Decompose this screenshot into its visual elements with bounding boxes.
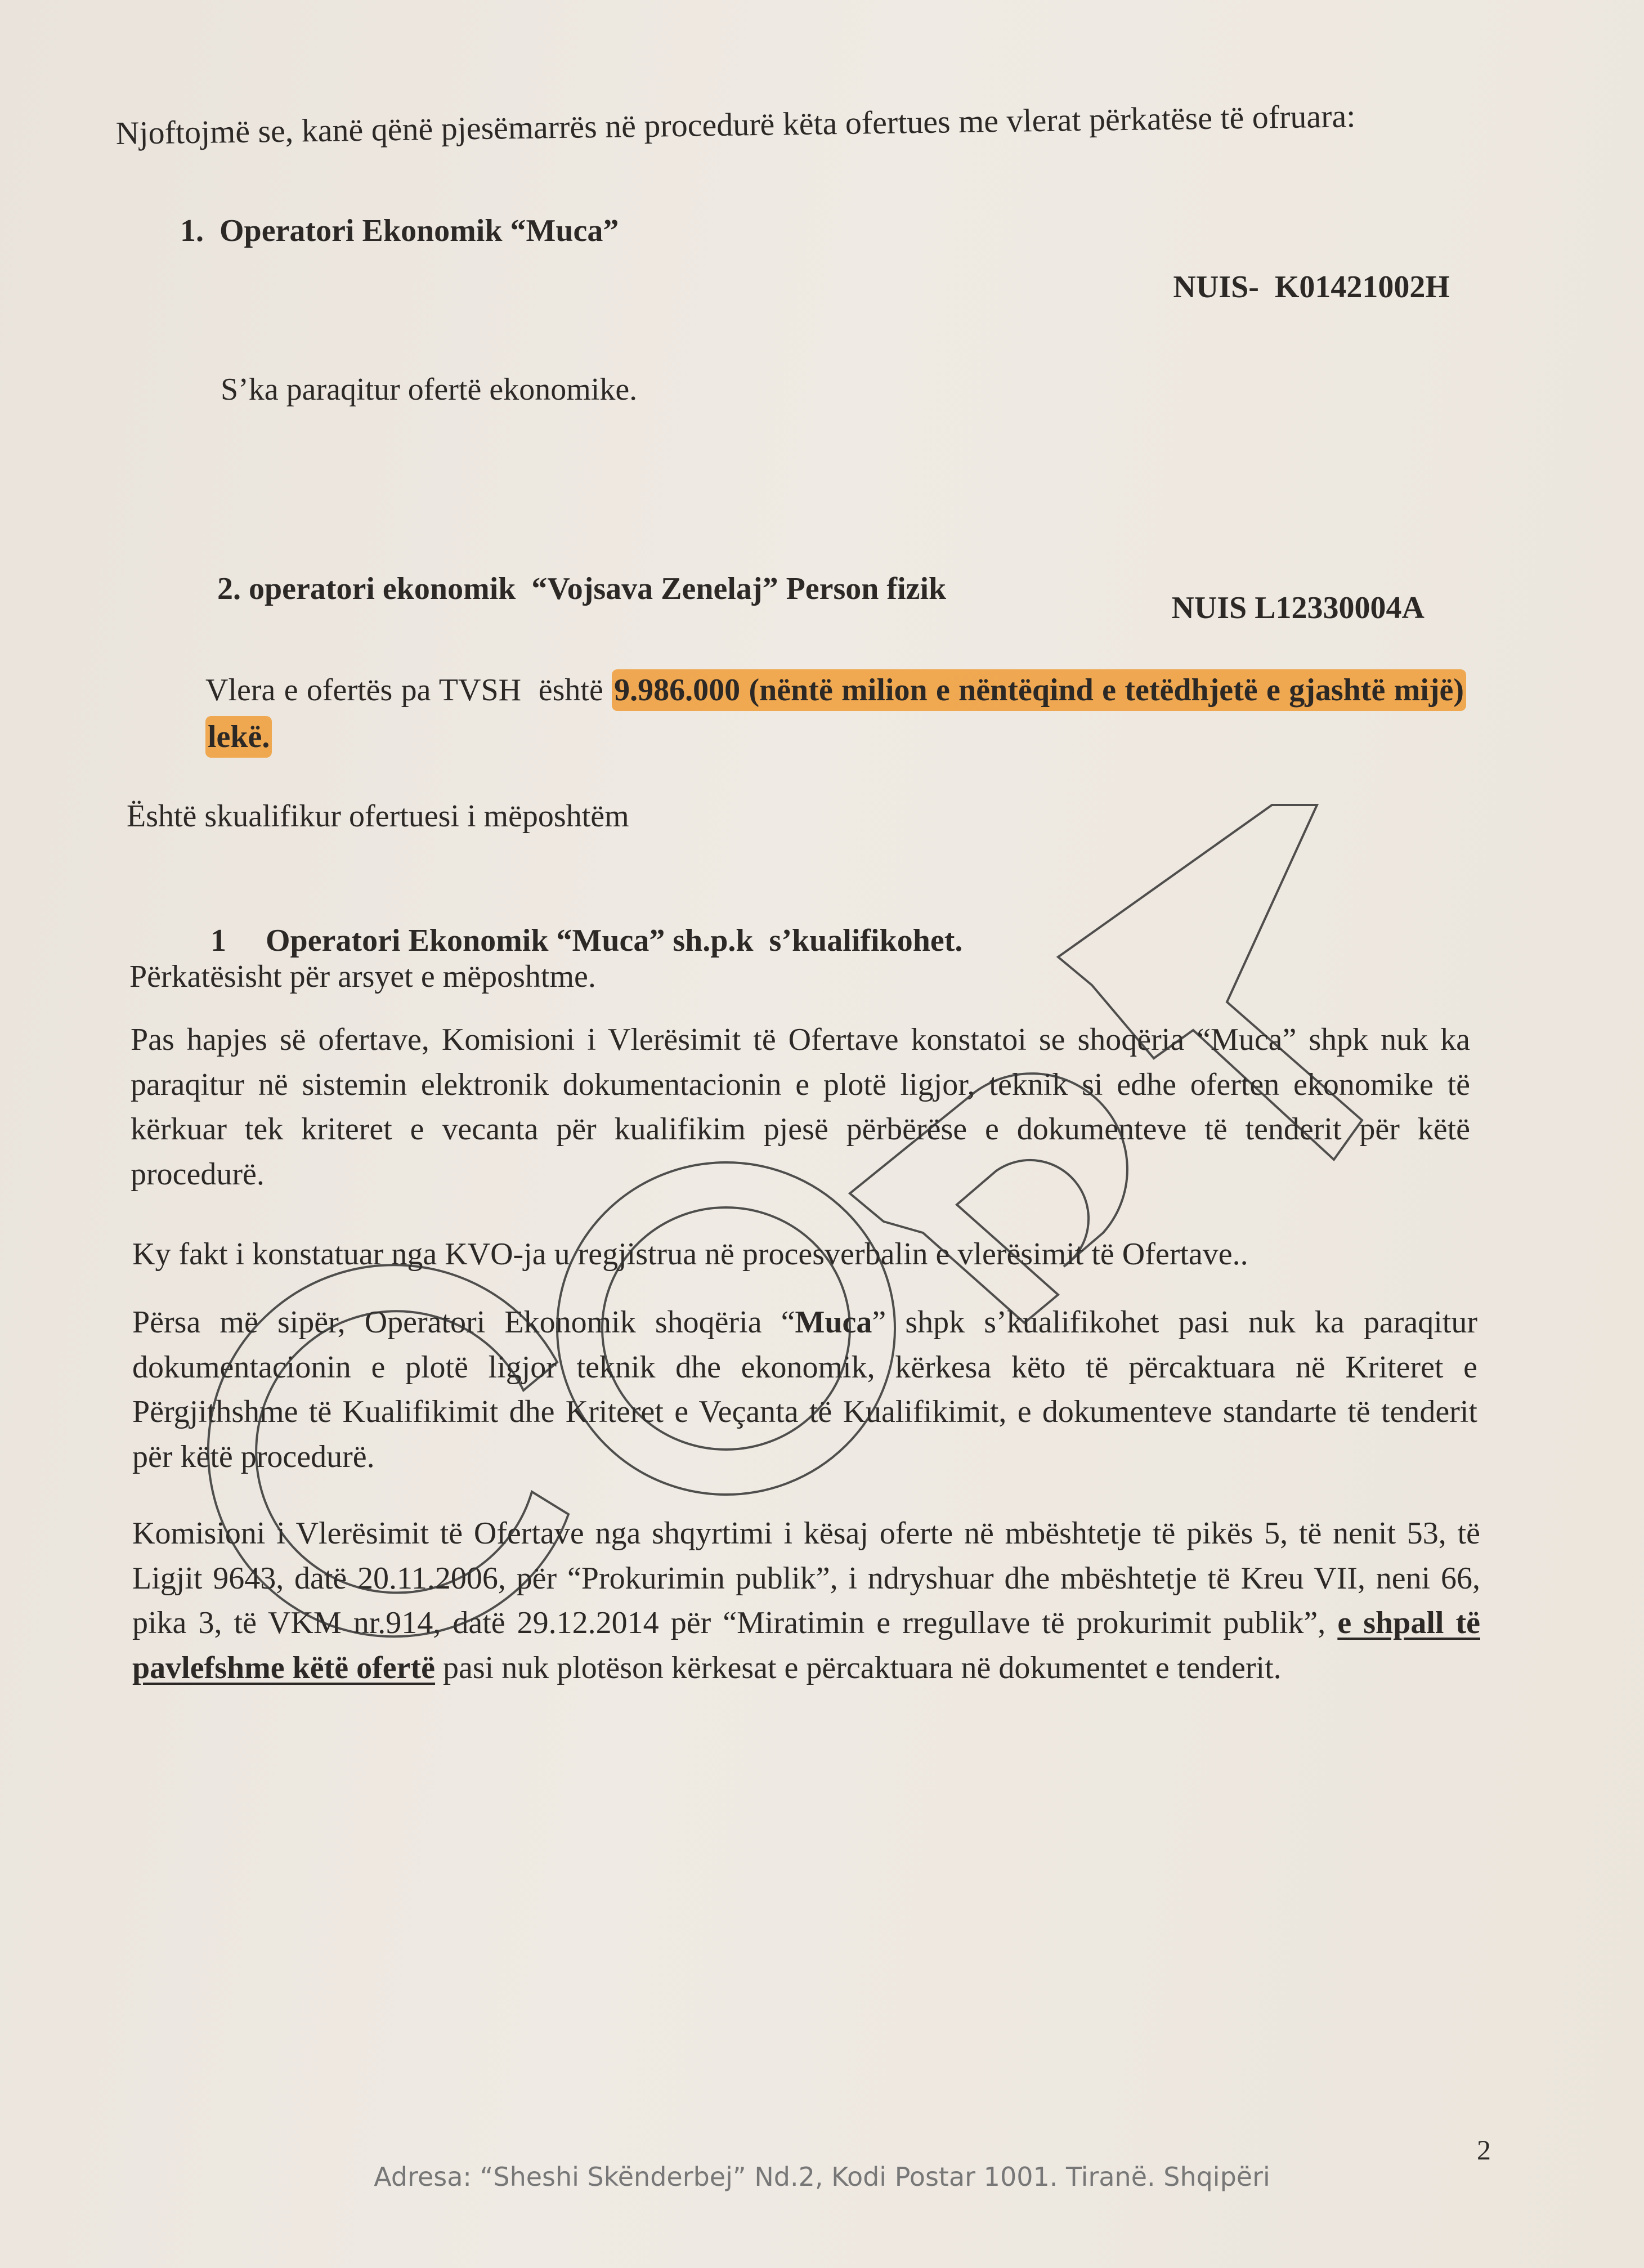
paragraph-2: Ky fakt i konstatuar nga KVO-ja u regjistrua në procesverbalin e vlerësimit të Ofertave.. <box>132 1237 1248 1272</box>
bidder-2-nuis: NUIS L12330004A <box>1171 591 1424 625</box>
paragraph-3-before: Përsa më sipër, Operatori Ekonomik shoqëria “ <box>132 1305 795 1340</box>
disqualified-number: 1 <box>210 923 226 959</box>
footer-address: Adresa: “Sheshi Skënderbej” Nd.2, Kodi Postar 1001. Tiranë. Shqipëri <box>374 2162 1270 2192</box>
bidder-2-heading <box>186 521 946 658</box>
intro-paragraph: Njoftojmë se, kanë qënë pjesëmarrës në procedurë këta ofertues me vlerat përkatëse të ofruara: <box>115 97 1356 151</box>
bidder-1-note: S’ka paraqitur ofertë ekonomike. <box>221 372 638 407</box>
page-number: 2 <box>1477 2134 1491 2166</box>
reasons-intro: Përkatësisht për arsyet e mëposhtme. <box>129 959 596 994</box>
paragraph-3-bold: Muca <box>795 1305 872 1340</box>
paragraph-1: Pas hapjes së ofertave, Komisioni i Vlerësimit të Ofertave konstatoi se shoqëria “Muca” shpk nuk ka paraqitur në sistemin elektronik dokumentacionin e plotë ligjor, teknik si edhe oferten ekonomike të kërkuar tek kriteret e vecanta për kualifikim pjesë përbërëse e dokumenteve të tenderit për këtë procedurë. <box>131 1022 1470 1192</box>
offer-prefix: Vlera e ofertës pa TVSH është <box>205 673 612 708</box>
bidder-1-number: 1. <box>180 213 204 248</box>
bidder-1-nuis: NUIS- K01421002H <box>1173 270 1450 305</box>
paragraph-3-after: ” shpk s’kualifikohet pasi nuk ka paraqitur dokumentacionin e plotë ligjor teknik dhe ekonomik, kërkesa këto të përcaktuara në Kriteret e Përgjithshme të Kualifikimit dhe Kriteret e Veçanta të Kualifikimit, e dokumenteve standarte të tenderit për këtë procedurë. <box>132 1305 1478 1474</box>
offer-value-highlight: 9.986.000 (nëntë milion e nëntëqind e tetëdhjetë e gjashtë mijë) lekë. <box>205 669 1466 758</box>
paragraph-4-after: pasi nuk plotëson kërkesat e përcaktuara në dokumentet e tenderit. <box>435 1650 1282 1685</box>
disqualified-heading: Është skualifikur ofertuesi i mëposhtëm <box>127 799 629 834</box>
paragraph-4 <box>132 1511 1480 1690</box>
bidder-1-name: Operatori Ekonomik “Muca” <box>220 213 619 248</box>
bidder-2-number: 2. <box>217 571 241 607</box>
paragraph-4-emphasis: e shpall të pavlefshme këtë ofertë <box>132 1605 1480 1685</box>
bidder-1-heading <box>180 208 619 254</box>
bidder-2-name: operatori ekonomik “Vojsava Zenelaj” Person fizik <box>249 571 947 607</box>
bidder-2-offer <box>205 667 1466 761</box>
paragraph-4-before: Komisioni i Vlerësimit të Ofertave nga shqyrtimi i kësaj oferte në mbështetje të pikës 5, të nenit 53, të Ligjit 9643, datë 20.11.2006, për “Prokurimin publik”, i ndryshuar dhe mbështetje të Kreu VII, neni 66, pika 3, të VKM nr.914, datë 29.12.2014 për “Miratimin e rregullave të prokurimit publik”, <box>132 1516 1480 1641</box>
paragraph-3 <box>132 1300 1477 1479</box>
disqualified-name: Operatori Ekonomik “Muca” sh.p.k s’kualifikohet. <box>266 923 963 959</box>
